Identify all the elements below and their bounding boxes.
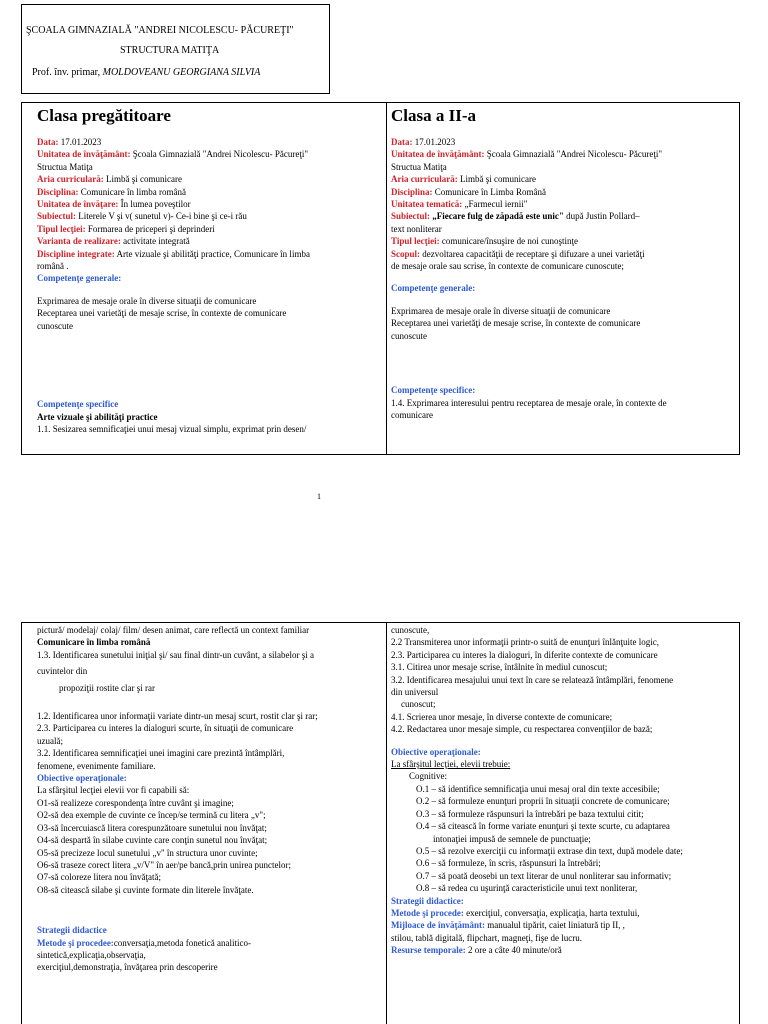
text-line: 2.3. Participarea cu interes la dialoguri scurte, în situaţii de comunicare: [37, 723, 294, 734]
text-line: Exprimarea de mesaje orale în diverse situaţii de comunicare: [391, 305, 611, 316]
text-span: Resurse temporale:: [391, 945, 466, 956]
text-line: Receptarea unei varietăţi de mesaje scrise, în contexte de comunicare: [391, 318, 641, 329]
text-line: cunoscute: [391, 330, 427, 341]
text-line: propoziţii rostite clar şi rar: [59, 682, 155, 693]
text-line: română .: [37, 261, 69, 272]
text-line: 1.4. Exprimarea interesului pentru receptarea de mesaje orale, în contexte de: [391, 397, 667, 408]
left-column-top: [37, 106, 382, 435]
text-line: 3.2. Identificarea semnificaţiei unei imagini care prezintă întâmplări,: [37, 748, 285, 759]
text-line: cunoscute: [37, 320, 73, 331]
text-line: [37, 198, 382, 210]
text-line: [37, 223, 382, 235]
text-span: Data:: [391, 137, 413, 147]
text-span: Formarea de priceperi şi deprinderi: [85, 223, 215, 234]
compspec-label-left: Competenţe specifice: [37, 399, 119, 410]
text-line: fenomene, evenimente familiare.: [37, 760, 156, 771]
text-span: Discipline integrate:: [37, 248, 115, 259]
text-line: [391, 235, 736, 247]
text-span: Metode şi procedee:: [37, 937, 114, 948]
text-span: Tipul lecţiei:: [37, 223, 86, 234]
text-line: [37, 248, 382, 260]
text-line: [391, 907, 736, 919]
text-line: stilou, tablă digitală, flipchart, magneţi, fişe de lucru.: [391, 932, 582, 943]
page-number: 1: [317, 492, 321, 501]
table-divider: [386, 102, 387, 455]
objective-item: O.3 – să formuleze răspunsuri la întrebări pe baza textului citit;: [416, 808, 644, 819]
objective-item: O.6 – să formuleze, în scris, răspunsuri la întrebări;: [416, 858, 601, 869]
text-line: pictură/ modelaj/ colaj/ film/ desen animat, care reflectă un context familiar: [37, 625, 310, 635]
text-line: [37, 186, 382, 198]
objective-item: O.7 – să poată deosebi un text literar de unul nonliterar sau informativ;: [416, 870, 672, 881]
text-span: 17.01.2023: [58, 137, 102, 147]
objective-item: intonaţiei impusă de semnele de punctuaţie;: [433, 833, 591, 844]
text-line: cunoscute,: [391, 625, 430, 635]
class-title-left: Clasa pregătitoare: [37, 106, 171, 125]
table-divider-bottom: [386, 622, 387, 1024]
text-span: Varianta de realizare:: [37, 236, 121, 247]
text-span: Unitatea de învăţământ:: [391, 149, 485, 160]
text-line: sintetică,explicaţia,observaţia,: [37, 949, 146, 960]
objective-item: O4-să despartă în silabe cuvinte care conţin sunetul nou învăţat;: [37, 835, 268, 846]
text-line: 2.2 Transmiterea unor informaţii printr-o suită de enunţuri înlănţuite logic,: [391, 637, 660, 648]
text-line: Receptarea unei varietăţi de mesaje scrise, în contexte de comunicare: [37, 308, 287, 319]
text-span: Limbă şi comunicare: [103, 174, 182, 185]
text-line: text nonliterar: [391, 223, 442, 234]
text-span: conversaţia,metoda fonetică analitico-: [113, 937, 251, 948]
text-line: Structua Matiţa: [37, 161, 93, 172]
text-span: Mijloace de învăţământ:: [391, 920, 485, 931]
text-line: [391, 272, 736, 282]
text-line: [391, 148, 736, 160]
text-line: [391, 944, 736, 956]
text-span: comunicare/însuşire de noi cunoştinţe: [439, 236, 579, 247]
text-span: Subiectul:: [391, 211, 431, 222]
text-span: Limbă şi comunicare: [457, 174, 536, 185]
text-line: 3.1. Citirea unor mesaje scrise, întâlnite în mediul cunoscut;: [391, 662, 608, 673]
text-line: [391, 295, 736, 305]
text-span: Comunicare în limba română: [78, 186, 186, 197]
text-line: [391, 210, 736, 222]
text-line: [391, 136, 736, 148]
text-span: Tipul lecţiei:: [391, 236, 440, 247]
text-line: 1.1. Sesizarea semnificaţiei unui mesaj vizual simplu, exprimat prin desen/: [37, 423, 307, 434]
school-structure: STRUCTURA MATIŢA: [120, 45, 220, 56]
objective-item: O5-să precizeze locul sunetului „v" în structura unor cuvinte;: [37, 847, 258, 858]
header-box: [21, 4, 330, 94]
text-line: [391, 736, 736, 746]
text-span: Unitatea de învăţământ:: [37, 149, 131, 160]
text-line: uzuală;: [37, 735, 63, 746]
text-span: Unitatea tematică:: [391, 199, 463, 210]
text-span: Disciplina:: [391, 186, 433, 197]
objectives-label-left: Obiective operaţionale:: [37, 773, 127, 784]
text-line: 1.3. Identificarea sunetului iniţial şi/ sau final dintr-un cuvânt, a silabelor şi a: [37, 649, 314, 660]
text-span: exerciţiul, conversaţia, explicaţia, harta textului,: [463, 907, 640, 918]
text-span: dezvoltarea capacităţii de receptare şi difuzare a unei varietăţi: [420, 248, 645, 259]
text-span: Disciplina:: [37, 186, 79, 197]
objective-item: O6-să traseze corect litera „v/V" în aer/pe bancă,prin unirea punctelor;: [37, 859, 292, 870]
objective-item: O1-să realizeze corespondenţa între cuvânt şi imagine;: [37, 797, 234, 808]
objective-item: O.2 – să formuleze enunţuri proprii în situaţii concrete de comunicare;: [416, 796, 670, 807]
strategies-label-left: Strategii didactice: [37, 925, 107, 936]
text-span: „Farmecul iernii": [462, 199, 528, 210]
text-line: 2.3. Participarea cu interes la dialoguri, în diferite contexte de comunicare: [391, 649, 658, 660]
text-span: Unitatea de învăţare:: [37, 199, 119, 210]
compgen-label-left: Competenţe generale:: [37, 273, 122, 284]
text-span: activitate integrată: [120, 236, 190, 247]
objective-item: O7-să coloreze litera nou învăţată;: [37, 872, 161, 883]
objective-item: O8-să citească silabe şi cuvinte formate din literele învăţate.: [37, 884, 254, 895]
text-line: comunicare: [391, 409, 433, 420]
text-line: [37, 173, 382, 185]
text-line: [37, 285, 382, 295]
text-line: 4.1. Scrierea unor mesaje, în diverse contexte de comunicare;: [391, 711, 613, 722]
text-span: În lumea poveştilor: [118, 199, 191, 210]
text-line: Exprimarea de mesaje orale în diverse situaţii de comunicare: [37, 295, 257, 306]
text-line: [391, 173, 736, 185]
text-line: Comunicare în limba română: [37, 637, 151, 648]
text-line: [37, 210, 382, 222]
text-line: [391, 919, 736, 931]
text-span: manualul tipărit, caiet liniatură tip II, ,: [484, 920, 625, 931]
text-line: de mesaje orale sau scrise, în contexte de comunicare cunoscute;: [391, 261, 624, 272]
objective-item: O.1 – să identifice semnificaţia unui mesaj oral din texte accesibile;: [416, 783, 660, 794]
text-line: 3.2. Identificarea mesajului unui text în care se relatează întâmplări, fenomene: [391, 674, 674, 685]
class-title-right: Clasa a II-a: [391, 106, 477, 125]
text-span: Subiectul:: [37, 211, 77, 222]
text-line: [37, 937, 382, 949]
text-span: Literele V şi v( sunetul v)- Ce-i bine şi ce-i rău: [76, 211, 247, 222]
text-line: 4.2. Redactarea unor mesaje simple, cu respectarea convenţiilor de bază;: [391, 724, 653, 735]
text-span: Scopul:: [391, 248, 421, 259]
left-column-bottom: [37, 624, 382, 974]
text-line: [391, 248, 736, 260]
text-span: „Fiecare fulg de zăpadă este unic": [430, 211, 564, 222]
text-line: [391, 186, 736, 198]
text-line: Cognitive:: [409, 771, 447, 782]
text-span: Comunicare în Limba Română: [432, 186, 546, 197]
teacher-line: Prof. înv. primar, MOLDOVEANU GEORGIANA SILVIA: [32, 67, 261, 78]
text-line: La sfârşitul lecţiei elevii vor fi capabili să:: [37, 785, 190, 796]
text-line: [391, 342, 736, 384]
text-span: Data:: [37, 137, 59, 147]
text-span: Metode şi procede:: [391, 907, 464, 918]
text-line: din universul: [391, 687, 439, 698]
text-line: [37, 148, 382, 160]
objective-item: O.4 – să citească în forme variate enunţuri şi texte scurte, cu adaptarea: [416, 821, 670, 832]
text-line: Arte vizuale şi abilităţi practice: [37, 411, 158, 422]
objective-item: O.8 – să redea cu uşurinţă caracteristicile unui text nonliterar,: [416, 883, 638, 894]
text-line: 1.2. Identificarea unor informaţii variate dintr-un mesaj scurt, rostit clar şi rar;: [37, 711, 318, 722]
text-span: Aria curriculară:: [391, 174, 458, 185]
text-span: Aria curriculară:: [37, 174, 104, 185]
right-column-top: [391, 106, 736, 421]
objective-item: O2-să dea exemple de cuvinte ce încep/se termină cu litera „v";: [37, 810, 266, 821]
objective-item: O3-să încercuiască litera corespunzătoare sunetului nou învăţat;: [37, 822, 267, 833]
strategies-label-right: Strategii didactice:: [391, 895, 464, 906]
text-span: Şcoala Gimnazială "Andrei Nicolescu- Păcureţi": [484, 149, 663, 160]
text-line: Structua Matiţa: [391, 161, 447, 172]
text-span: Şcoala Gimnazială "Andrei Nicolescu- Păcureţi": [130, 149, 309, 160]
text-line: [391, 198, 736, 210]
objective-item: O.5 – să rezolve exerciţii cu informaţii extrase din text, după modele date;: [416, 845, 683, 856]
text-span: după Justin Pollard–: [563, 211, 640, 222]
text-line: cunoscut;: [401, 699, 436, 710]
text-line: [37, 235, 382, 247]
text-span: 17.01.2023: [412, 137, 456, 147]
right-column-bottom: [391, 624, 736, 957]
compspec-label-right: Competenţe specifice:: [391, 385, 476, 396]
school-name: ŞCOALA GIMNAZIALĂ "ANDREI NICOLESCU- PĂCUREŢI": [26, 25, 294, 36]
text-line: La sfârşitul lecţiei, elevii trebuie:: [391, 759, 511, 770]
objectives-label-right: Obiective operaţionale:: [391, 746, 481, 757]
text-line: [37, 694, 382, 710]
text-line: cuvintelor din: [37, 666, 88, 677]
text-line: exerciţiul,demonstraţia, învăţarea prin descoperire: [37, 962, 218, 973]
text-line: [37, 332, 382, 398]
text-line: [37, 896, 382, 924]
text-span: 2 ore a câte 40 minute/oră: [465, 945, 562, 956]
text-span: Arte vizuale şi abilităţi practice, Comunicare în limba: [114, 248, 310, 259]
compgen-label-right: Competenţe generale:: [391, 283, 476, 294]
text-line: [37, 136, 382, 148]
